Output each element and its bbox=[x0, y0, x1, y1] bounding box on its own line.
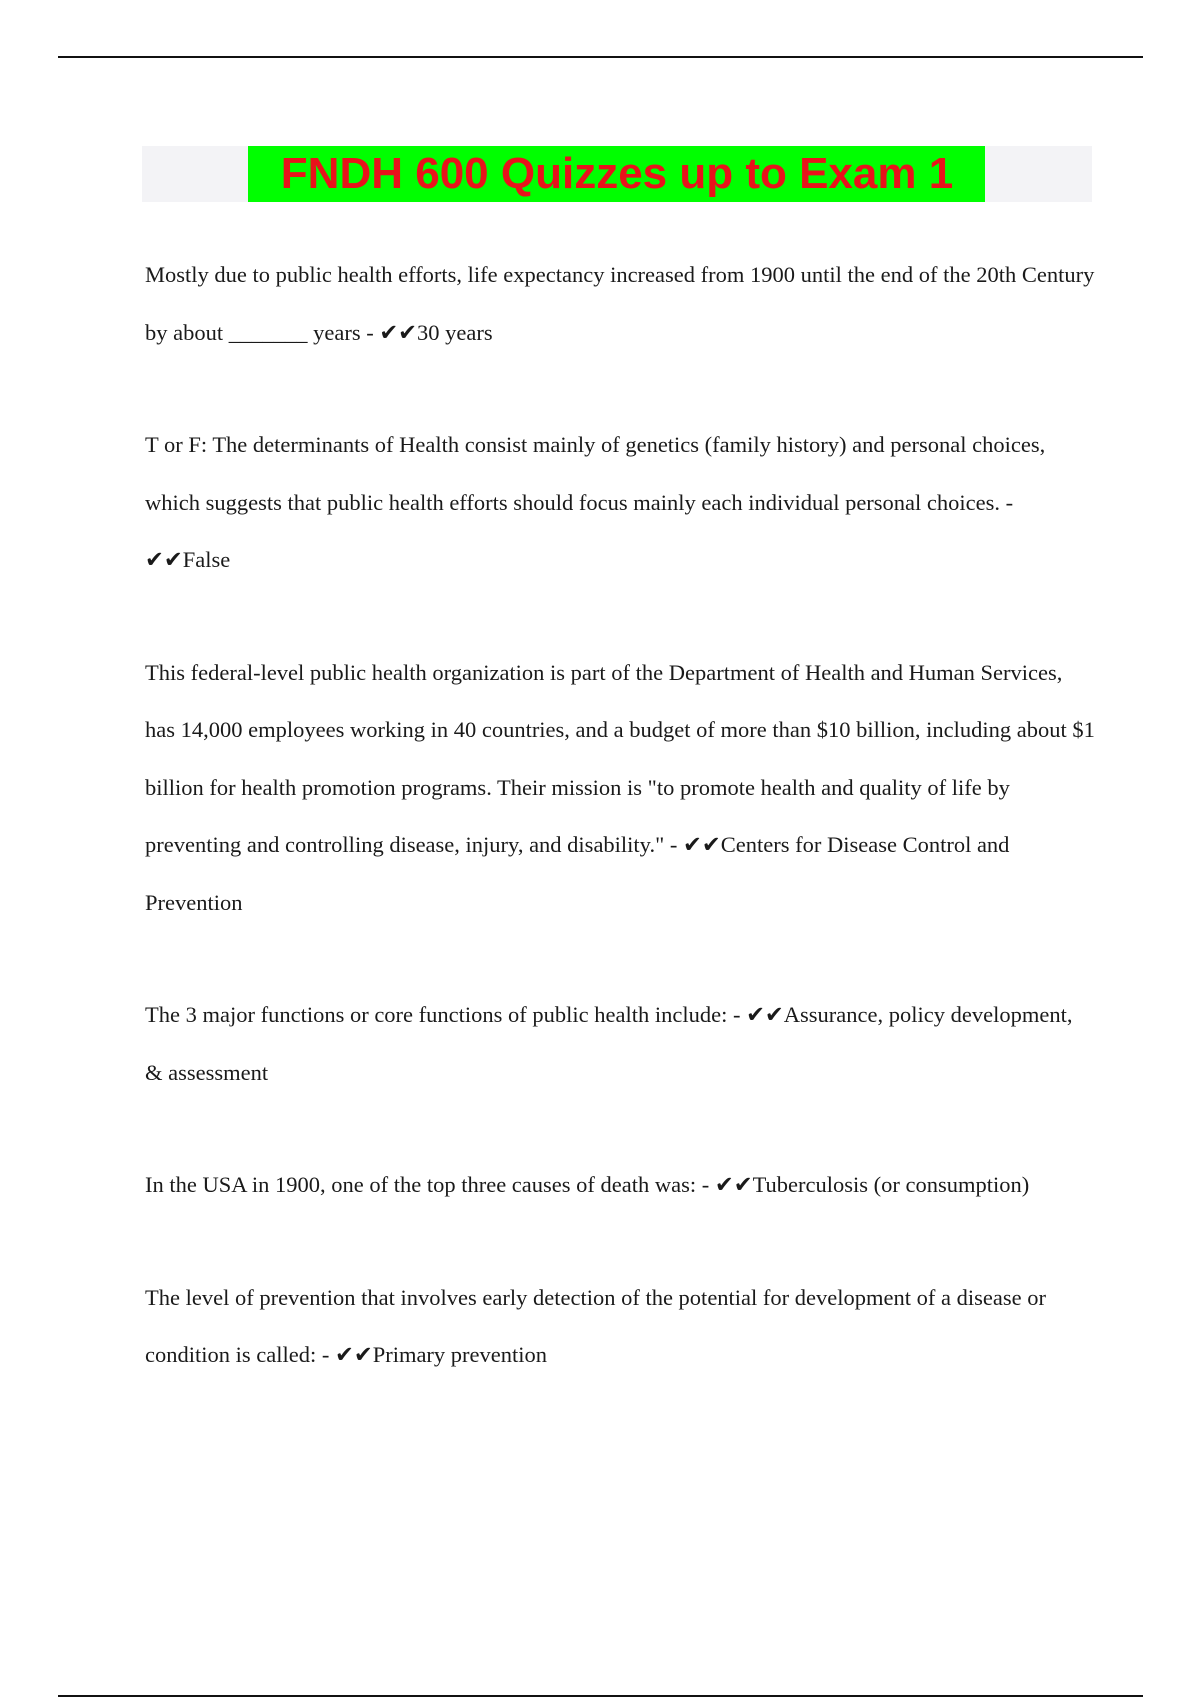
document-title: FNDH 600 Quizzes up to Exam 1 bbox=[280, 149, 954, 198]
answer-text: Centers for Disease Control and Prevention bbox=[145, 832, 1010, 915]
question-text: Mostly due to public health efforts, life expectancy increased from 1900 until the end of the 20th Century by about _______ years - bbox=[145, 262, 1095, 345]
checkmark-icon: ✔✔ bbox=[334, 1342, 373, 1367]
question-text: This federal-level public health organization is part of the Department of Health and Human Services, has 14,000 employees working in 40 countries, and a budget of more than $10 billion, including about $1 billion for health promotion programs. Their mission is "to promote health and quality of life by preventing and controlling disease, injury, and disability." - bbox=[145, 659, 1095, 857]
qa-item-6 bbox=[145, 1269, 1095, 1384]
checkmark-icon: ✔✔ bbox=[379, 319, 418, 345]
bottom-divider bbox=[58, 1695, 1143, 1697]
document-body bbox=[145, 246, 1095, 1439]
question-text: The 3 major functions or core functions of public health include: - bbox=[145, 1002, 747, 1027]
qa-item-3 bbox=[145, 644, 1095, 932]
qa-item-4 bbox=[145, 986, 1095, 1101]
question-text: The level of prevention that involves early detection of the potential for development of a disease or condition is called: - bbox=[145, 1284, 1046, 1367]
qa-item-1 bbox=[145, 246, 1095, 361]
answer-text: Tuberculosis (or consumption) bbox=[752, 1172, 1030, 1197]
checkmark-icon: ✔✔ bbox=[683, 832, 721, 857]
answer-text: Assurance, policy development, & assessment bbox=[145, 1002, 1073, 1085]
qa-item-2 bbox=[145, 416, 1095, 589]
answer-text: False bbox=[182, 547, 231, 572]
checkmark-icon: ✔✔ bbox=[714, 1172, 753, 1197]
answer-text: Primary prevention bbox=[372, 1342, 548, 1367]
question-text: In the USA in 1900, one of the top three causes of death was: - bbox=[145, 1172, 715, 1197]
top-divider bbox=[58, 56, 1143, 58]
qa-item-5 bbox=[145, 1156, 1095, 1214]
answer-text: 30 years bbox=[417, 319, 493, 345]
checkmark-icon: ✔✔ bbox=[145, 547, 183, 572]
question-text: T or F: The determinants of Health consist mainly of genetics (family history) and personal choices, which suggests that public health efforts should focus mainly each individual personal choices. - bbox=[145, 432, 1046, 515]
checkmark-icon: ✔✔ bbox=[746, 1002, 784, 1027]
